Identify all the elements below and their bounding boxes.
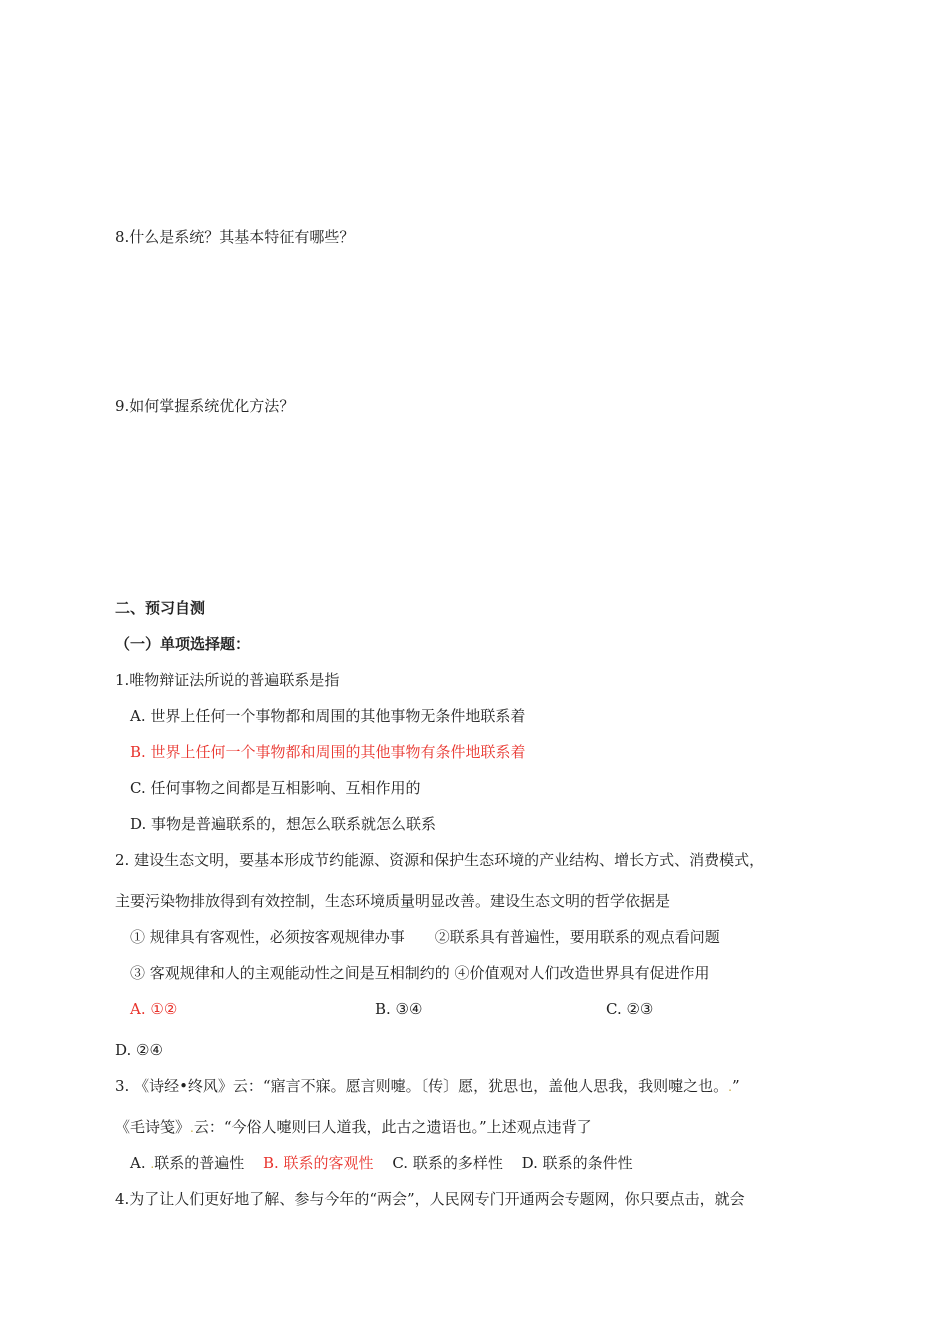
mc2-stem-line1: 2. 建设生态文明，要基本形成节约能源、资源和保护生态环境的产业结构、增长方式、消费模式， [115, 851, 765, 869]
mc1-option-c: C. 任何事物之间都是互相影响、互相作用的 [130, 779, 421, 797]
mc2-option-b: B. ③④ [375, 1000, 423, 1018]
mc3-option-a: A. .联系的普遍性 [130, 1154, 245, 1172]
mc2-option-a: A. ①② [130, 1000, 178, 1018]
mc2-option-c: C. ②③ [606, 1000, 654, 1018]
mc3-option-b: B. 联系的客观性 [263, 1154, 374, 1172]
mc3-options [130, 1153, 633, 1174]
question-9: 9.如何掌握系统优化方法？ [115, 397, 295, 415]
section-subtitle: （一）单项选择题： [115, 635, 251, 653]
mark-dot: . [190, 1121, 194, 1135]
mc2-stem-line2: 主要污染物排放得到有效控制，生态环境质量明显改善。建设生态文明的哲学依据是 [115, 892, 671, 910]
mc1-option-d: D. 事物是普遍联系的，想怎么联系就怎么联系 [130, 815, 437, 833]
mc4-stem: 4.为了让人们更好地了解、参与今年的“两会”，人民网专门开通两会专题网，你只要点击，就会 [115, 1190, 745, 1208]
mc2-option-d: D. ②④ [115, 1041, 163, 1059]
mc2-statements-34: ③ 客观规律和人的主观能动性之间是互相制约的 ④价值观对人们改造世界具有促进作用 [130, 964, 710, 982]
question-8: 8.什么是系统？其基本特征有哪些？ [115, 228, 355, 246]
mc3-option-d: D. 联系的条件性 [521, 1154, 633, 1172]
mark-dot: . [728, 1080, 732, 1094]
mc3-stem-line1: 3. 《诗经•终风》云：“寤言不寐。愿言则嚏。〔传〕愿，犹思也，盖他人思我，我则嚏之也。.” [115, 1077, 740, 1095]
section-title: 二、预习自测 [115, 599, 206, 617]
mark-dot: . [150, 1157, 155, 1171]
mc3-stem-line2: 《毛诗笺》.云：“今俗人嚏则曰人道我，此古之遗语也。”上述观点违背了 [115, 1118, 592, 1136]
mc1-stem: 1.唯物辩证法所说的普遍联系是指 [115, 671, 340, 689]
mc3-option-c: C. 联系的多样性 [392, 1154, 503, 1172]
mc2-statements-12: ① 规律具有客观性，必须按客观规律办事 ②联系具有普遍性，要用联系的观点看问题 [130, 928, 720, 946]
mc1-option-b: B. 世界上任何一个事物都和周围的其他事物有条件地联系着 [130, 743, 526, 761]
mc1-option-a: A. 世界上任何一个事物都和周围的其他事物无条件地联系着 [130, 707, 526, 725]
